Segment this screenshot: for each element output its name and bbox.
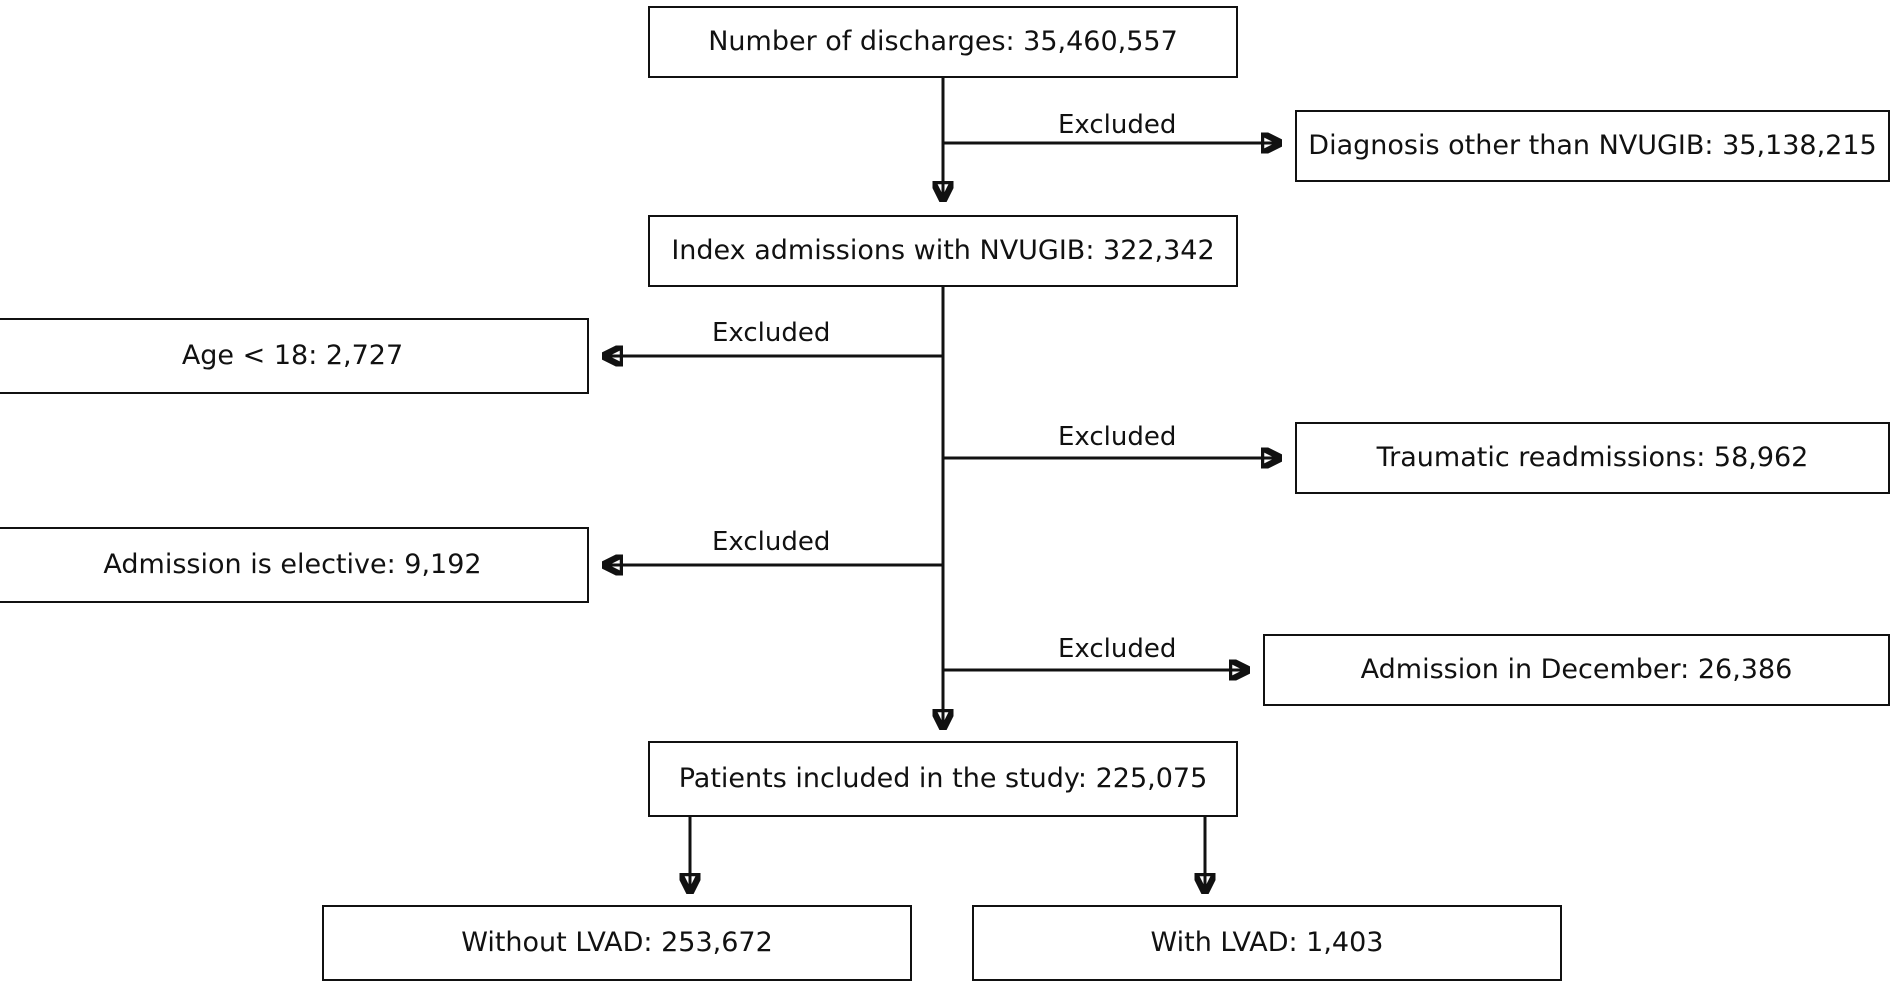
edge-label-text: Excluded xyxy=(712,318,831,348)
node-label: Without LVAD: 253,672 xyxy=(461,926,773,958)
node-label: Age < 18: 2,727 xyxy=(181,339,404,371)
edge-label-text: Excluded xyxy=(1058,422,1177,452)
node-label: Number of discharges: 35,460,557 xyxy=(708,25,1178,57)
edge-label-excluded-1 xyxy=(1052,110,1182,140)
node-index-admissions xyxy=(648,215,1238,287)
node-label: Diagnosis other than NVUGIB: 35,138,215 xyxy=(1308,129,1877,161)
edge-label-text: Excluded xyxy=(1058,110,1177,140)
edge-label-excluded-3 xyxy=(1052,422,1182,452)
node-without-lvad xyxy=(322,905,912,981)
node-discharges xyxy=(648,6,1238,78)
node-label: Index admissions with NVUGIB: 322,342 xyxy=(671,234,1215,266)
node-admission-in-december xyxy=(1263,634,1890,706)
node-traumatic-readmissions xyxy=(1295,422,1890,494)
edge-label-excluded-5 xyxy=(1052,634,1182,664)
node-label: Admission is elective: 9,192 xyxy=(103,548,482,580)
edge-label-excluded-4 xyxy=(706,527,836,557)
node-with-lvad xyxy=(972,905,1562,981)
node-age-under-18 xyxy=(0,318,589,394)
node-label: With LVAD: 1,403 xyxy=(1150,926,1384,958)
edge-label-text: Excluded xyxy=(712,527,831,557)
node-label: Patients included in the study: 225,075 xyxy=(678,762,1208,794)
node-label: Admission in December: 26,386 xyxy=(1360,653,1793,685)
node-diagnosis-other-than-nvugib xyxy=(1295,110,1890,182)
edge-label-text: Excluded xyxy=(1058,634,1177,664)
node-admission-is-elective xyxy=(0,527,589,603)
node-patients-included xyxy=(648,741,1238,817)
edge-label-excluded-2 xyxy=(706,318,836,348)
node-label: Traumatic readmissions: 58,962 xyxy=(1376,441,1809,473)
